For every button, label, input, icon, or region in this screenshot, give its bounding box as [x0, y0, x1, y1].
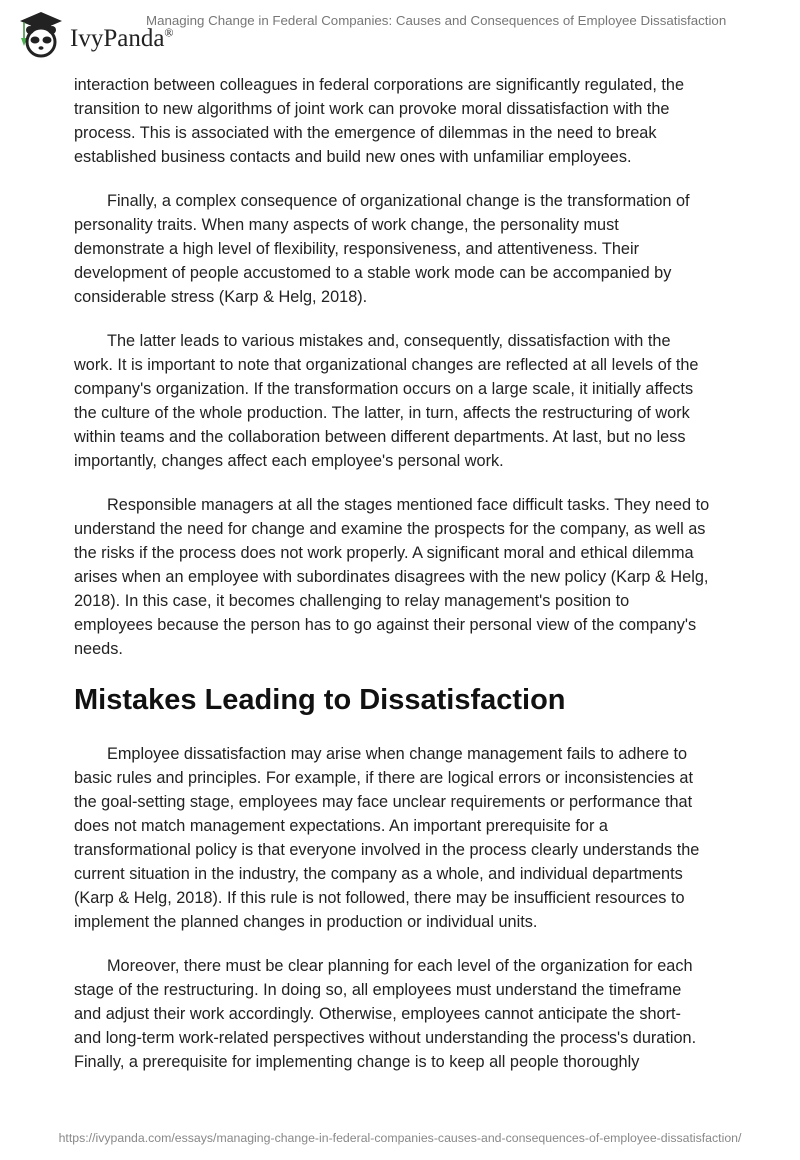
- text-line: work. It is important to note that organizational changes are reflected at all levels of the: [74, 356, 699, 374]
- panda-graduate-icon: [18, 10, 64, 58]
- page-url[interactable]: https://ivypanda.com/essays/managing-change-in-federal-companies-causes-and-consequences-of-employee-dissatisfaction/: [58, 1131, 742, 1145]
- text-line: stage of the restructuring. In doing so, all employees must understand the timeframe: [74, 981, 682, 999]
- text-line: The latter leads to various mistakes and, consequently, dissatisfaction with the: [107, 332, 671, 350]
- paragraph: [74, 954, 734, 1074]
- paragraph: [74, 73, 734, 169]
- text-line: Moreover, there must be clear planning for each level of the organization for each: [107, 957, 693, 975]
- text-line: arises when an employee with subordinates disagrees with the new policy (Karp & Helg,: [74, 568, 709, 586]
- text-line: implement the planned changes in production or individual units.: [74, 913, 538, 931]
- text-line: transformational policy is that everyone involved in the process clearly understands the: [74, 841, 700, 859]
- text-line: personality traits. When many aspects of work change, the personality must: [74, 216, 619, 234]
- registered-mark: ®: [164, 25, 174, 40]
- text-line: and adjust their work accordingly. Otherwise, employees cannot anticipate the short-: [74, 1005, 681, 1023]
- text-line: does not match management expectations. An important prerequisite for a: [74, 817, 608, 835]
- document-title: Managing Change in Federal Companies: Causes and Consequences of Employee Dissatisfaction: [146, 13, 727, 28]
- text-line: importantly, changes affect each employee's personal work.: [74, 452, 504, 470]
- text-line: Employee dissatisfaction may arise when change management fails to adhere to: [107, 745, 688, 763]
- text-line: transition to new algorithms of joint work can provoke moral dissatisfaction with the: [74, 100, 670, 118]
- text-line: employees because the person has to go against their personal view of the company's: [74, 616, 697, 634]
- text-line: the goal-setting stage, employees may face unclear requirements or performance that: [74, 793, 693, 811]
- text-line: needs.: [74, 640, 123, 658]
- text-line: the risks if the process does not work properly. A significant moral and ethical dilemma: [74, 544, 694, 562]
- text-line: interaction between colleagues in federal corporations are significantly regulated, the: [74, 76, 685, 94]
- paragraph: [74, 493, 734, 661]
- paragraph: [74, 742, 734, 934]
- text-line: (Karp & Helg, 2018). If this rule is not followed, there may be insufficient resources to: [74, 889, 685, 907]
- text-line: established business contacts and build new ones with unfamiliar employees.: [74, 148, 632, 166]
- text-line: process. This is associated with the emergence of dilemmas in the need to break: [74, 124, 657, 142]
- text-line: Responsible managers at all the stages mentioned face difficult tasks. They need to: [107, 496, 710, 514]
- text-line: 2018). In this case, it becomes challenging to relay management's position to: [74, 592, 630, 610]
- text-line: company's organization. If the transformation occurs on a large scale, it initially affects: [74, 380, 694, 398]
- text-line: understand the need for change and examine the prospects for the company, as well as: [74, 520, 706, 538]
- logo-text: IvyPanda: [70, 25, 165, 52]
- text-line: Finally, a complex consequence of organizational change is the transformation of: [107, 192, 690, 210]
- paragraph: [74, 329, 734, 473]
- text-line: Finally, a prerequisite for implementing change is to keep all people thoroughly: [74, 1053, 640, 1071]
- paragraph: [74, 189, 734, 309]
- text-line: the culture of the whole production. The latter, in turn, affects the restructuring of work: [74, 404, 690, 422]
- text-line: demonstrate a high level of flexibility, responsiveness, and attentiveness. Their: [74, 240, 640, 258]
- section-heading: Mistakes Leading to Dissatisfaction: [74, 684, 566, 716]
- text-line: current situation in the industry, the company as a whole, and individual departments: [74, 865, 683, 883]
- text-line: basic rules and principles. For example, if there are logical errors or inconsistencies at: [74, 769, 693, 787]
- text-line: and long-term work-related perspectives without understanding the process's duration.: [74, 1029, 697, 1047]
- text-line: development of people accustomed to a stable work mode can be accompanied by: [74, 264, 672, 282]
- page-header: [0, 0, 800, 60]
- text-line: within teams and the collaboration between different departments. At last, but no less: [74, 428, 686, 446]
- article-body: [74, 73, 734, 1094]
- text-line: considerable stress (Karp & Helg, 2018).: [74, 288, 368, 306]
